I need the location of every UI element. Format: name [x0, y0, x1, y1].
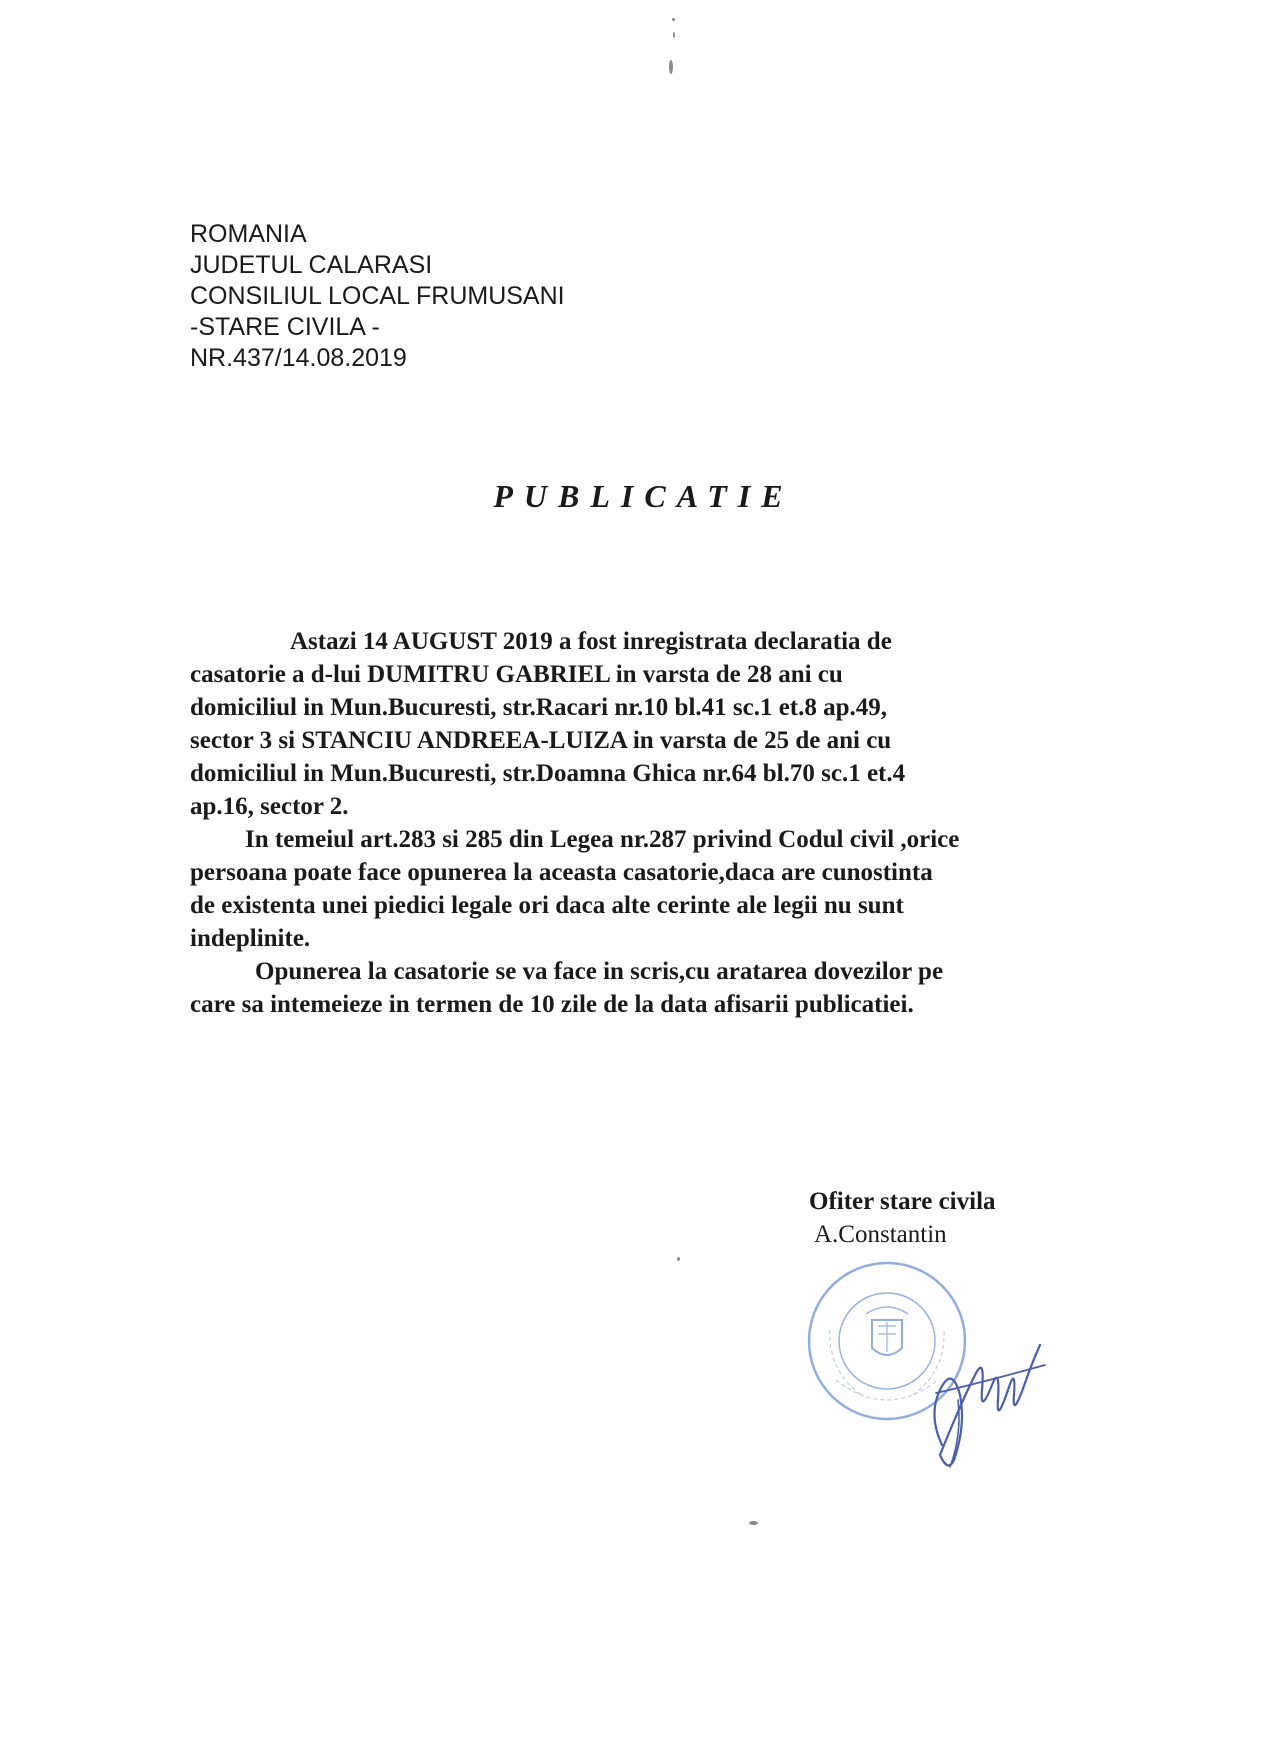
issuer-header	[190, 219, 565, 374]
header-county: JUDETUL CALARASI	[190, 251, 433, 279]
header-country: ROMANIA	[190, 220, 307, 248]
body-line: In temeiul art.283 si 285 din Legea nr.287 privind Codul civil ,orice	[245, 826, 960, 853]
body-line: sector 3 si STANCIU ANDREEA-LUIZA in varsta de 25 de ani cu	[190, 727, 892, 754]
scan-speck	[669, 60, 673, 74]
body-line: de existenta unei piedici legale ori daca alte cerinte ale legii nu sunt	[190, 892, 904, 919]
document-title: PUBLICATIE	[493, 478, 794, 514]
scan-speck	[672, 18, 675, 21]
signatory-role: Ofiter stare civila	[809, 1188, 996, 1215]
document-body	[190, 625, 1070, 1021]
body-line: ap.16, sector 2.	[190, 793, 349, 820]
body-line: Opunerea la casatorie se va face in scris,cu aratarea dovezilor pe	[255, 958, 944, 985]
body-line: persoana poate face opunerea la aceasta casatorie,daca are cunostinta	[190, 859, 933, 886]
scan-speck	[749, 1521, 758, 1525]
scan-speck	[677, 1257, 680, 1261]
header-reference-number: NR.437/14.08.2019	[190, 344, 407, 372]
header-council: CONSILIUL LOCAL FRUMUSANI	[190, 282, 565, 310]
body-line: Astazi 14 AUGUST 2019 a fost inregistrata declaratia de	[290, 628, 892, 655]
scan-speck	[673, 32, 675, 38]
body-line: indeplinite.	[190, 925, 311, 952]
body-line: casatorie a d-lui DUMITRU GABRIEL in varsta de 28 ani cu	[190, 661, 843, 688]
handwritten-signature-icon	[900, 1295, 1050, 1475]
body-line: domiciliul in Mun.Bucuresti, str.Doamna Ghica nr.64 bl.70 sc.1 et.4	[190, 760, 906, 787]
signatory-name: A.Constantin	[814, 1221, 947, 1248]
body-line: care sa intemeieze in termen de 10 zile de la data afisarii publicatiei.	[190, 991, 914, 1018]
body-line: domiciliul in Mun.Bucuresti, str.Racari nr.10 bl.41 sc.1 et.8 ap.49,	[190, 694, 888, 721]
header-department: -STARE CIVILA -	[190, 313, 380, 341]
